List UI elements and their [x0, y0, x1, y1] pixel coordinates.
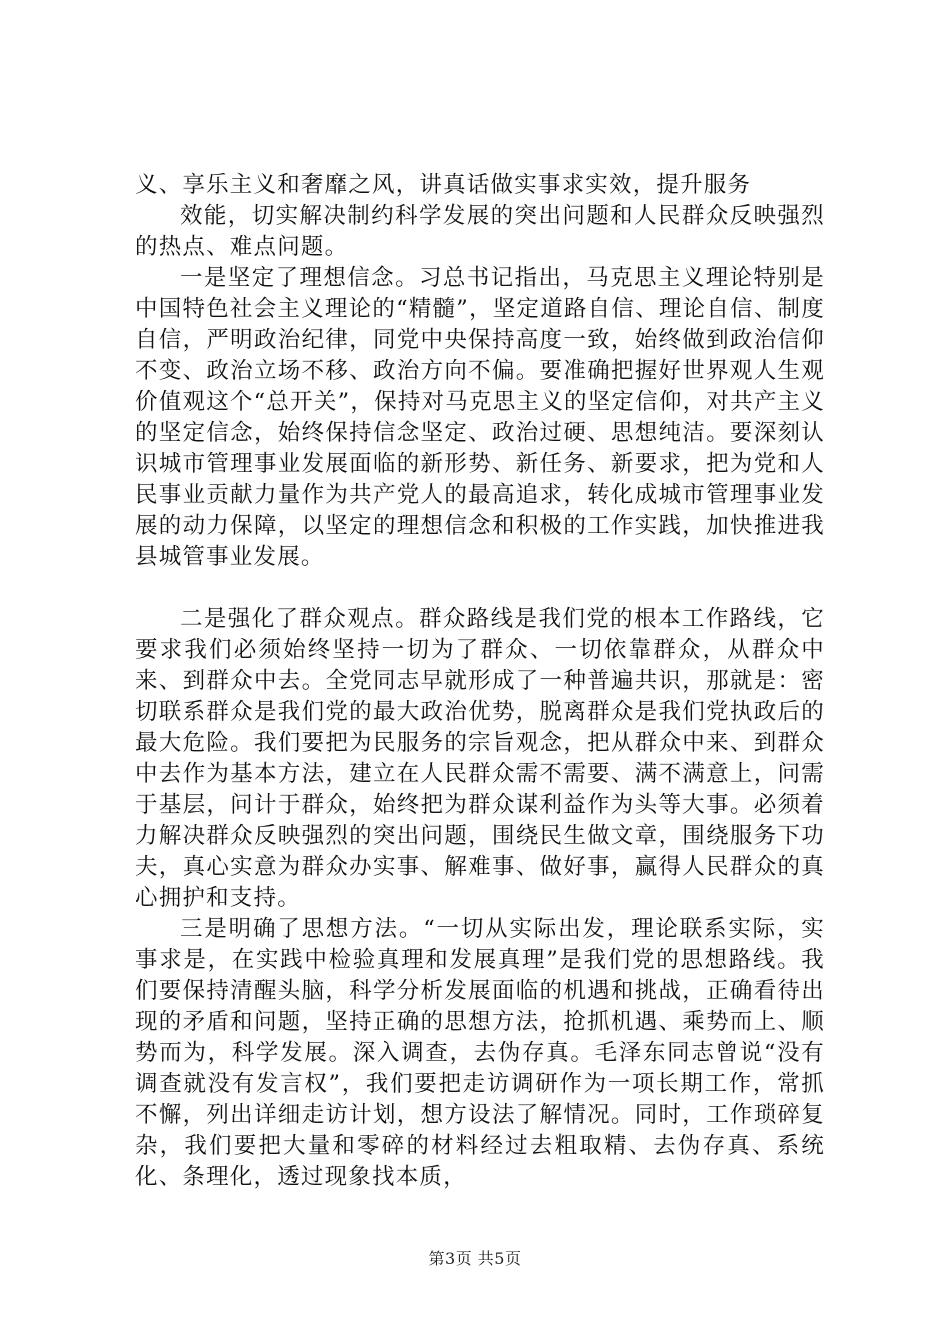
- paragraph-continuation: 义、享乐主义和奢靡之风，讲真话做实事求实效，提升服务: [135, 172, 752, 198]
- paragraph-ideals: 一是坚定了理想信念。习总书记指出，马克思主义理论特别是中国特色社会主义理论的“精髓”，坚定道路自信、理论自信、制度自信，严明政治纪律，同党中央保持高度一致，始终做到政治信仰不变、政治立场不移、政治方向不偏。要准确把握好世界观人生观价值观这个“总开关”，保持对马克思主义的坚定信仰，对共产主义的坚定信念，始终保持信念坚定、政治过硬、思想纯洁。要深刻认识城市管理事业发展面临的新形势、新任务、新要求，把为党和人民事业贡献力量作为共产党人的最高追求，转化成城市管理事业发展的动力保障，以坚定的理想信念和积极的工作实践，加快推进我县城管事业发展。: [135, 265, 825, 570]
- paragraph-thinking-method: 三是明确了思想方法。“一切从实际出发，理论联系实际，实事求是，在实践中检验真理和发展真理”是我们党的思想路线。我们要保持清醒头脑，科学分析发展面临的机遇和挑战，正确看待出现的矛盾和问题，坚持正确的思想方法，抢抓机遇、乘势而上、顺势而为，科学发展。深入调查，去伪存真。毛泽东同志曾说“没有调查就没有发言权”，我们要把走访调研作为一项长期工作，常抓不懈，列出详细走访计划，想方设法了解情况。同时，工作琐碎复杂，我们要把大量和零碎的材料经过去粗取精、去伪存真、系统化、条理化，透过现象找本质，: [135, 916, 825, 1190]
- document-body: [135, 170, 825, 1193]
- paragraph-continuation-2: 效能，切实解决制约科学发展的突出问题和人民群众反映强烈的热点、难点问题。: [135, 203, 825, 260]
- page-number-footer: 第3页 共5页: [428, 1249, 522, 1268]
- paragraph-mass-viewpoint: 二是强化了群众观点。群众路线是我们党的根本工作路线，它要求我们必须始终坚持一切为了群众、一切依靠群众，从群众中来、到群众中去。全党同志早就形成了一种普遍共识，那就是：密切联系群众是我们党的最大政治优势，脱离群众是我们党执政后的最大危险。我们要把为民服务的宗旨观念，把从群众中来、到群众中去作为基本方法，建立在人民群众需不需要、满不满意上，问需于基层，问计于群众，始终把为群众谋利益作为头等大事。必须着力解决群众反映强烈的突出问题，围绕民生做文章，围绕服务下功夫，真心实意为群众办实事、解难事、做好事，赢得人民群众的真心拥护和支持。: [135, 606, 825, 911]
